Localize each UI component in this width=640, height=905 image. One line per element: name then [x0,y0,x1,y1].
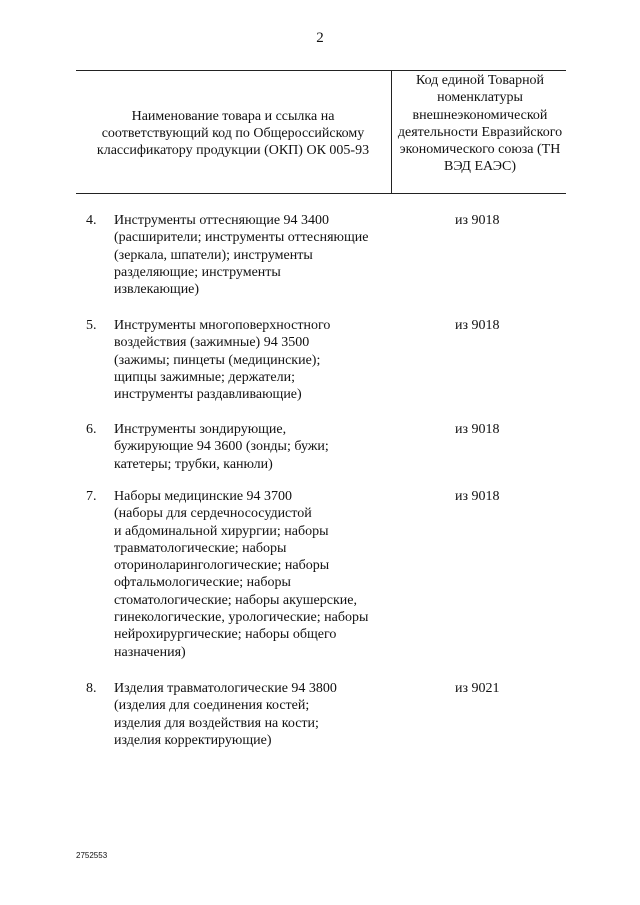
page-number: 2 [316,30,324,46]
table-header-divider [391,70,392,194]
item-number: 8. [86,681,97,696]
item-description: Инструменты зондирующие, бужирующие 94 3600 (зонды; бужи; катетеры; трубки, канюли) [114,422,329,472]
item-number: 7. [86,489,97,504]
item-code: из 9018 [455,213,500,228]
item-number: 5. [86,318,97,333]
item-code: из 9021 [455,681,500,696]
item-number: 6. [86,422,97,437]
item-description: Наборы медицинские 94 3700 (наборы для сердечнососудистой и абдоминальной хирургии; наборы травматологические; наборы оториноларингологические; наборы офтальмологические; наборы стоматологические; наборы акушерские, гинекологические, урологические; наборы нейрохирургические; наборы общего назначения) [114,489,369,660]
header-tnved-code: Код единой Товарной номенклатуры внешнеэкономической деятельности Евразийского экономического союза (ТН ВЭД ЕАЭС) [397,73,563,175]
header-product-name: Наименование товара и ссылка на соответствующий код по Общероссийскому классификатору продукции (ОКП) ОК 005-93 [96,109,370,158]
item-number: 4. [86,213,97,228]
table-header-bottom-rule [76,193,566,194]
document-id: 2752553 [76,851,108,860]
item-description: Инструменты многоповерхностного воздействия (зажимные) 94 3500 (зажимы; пинцеты (медицинские); щипцы зажимные; держатели; инструменты раздавливающие) [114,318,331,403]
item-code: из 9018 [455,489,500,504]
item-description: Инструменты оттесняющие 94 3400 (расширители; инструменты оттесняющие (зеркала, шпатели); инструменты разделяющие; инструменты извлекающие) [114,213,369,298]
item-description: Изделия травматологические 94 3800 (изделия для соединения костей; изделия для воздействия на кости; изделия корректирующие) [114,681,337,748]
item-code: из 9018 [455,422,500,437]
item-code: из 9018 [455,318,500,333]
table-header-top-rule [76,70,566,71]
